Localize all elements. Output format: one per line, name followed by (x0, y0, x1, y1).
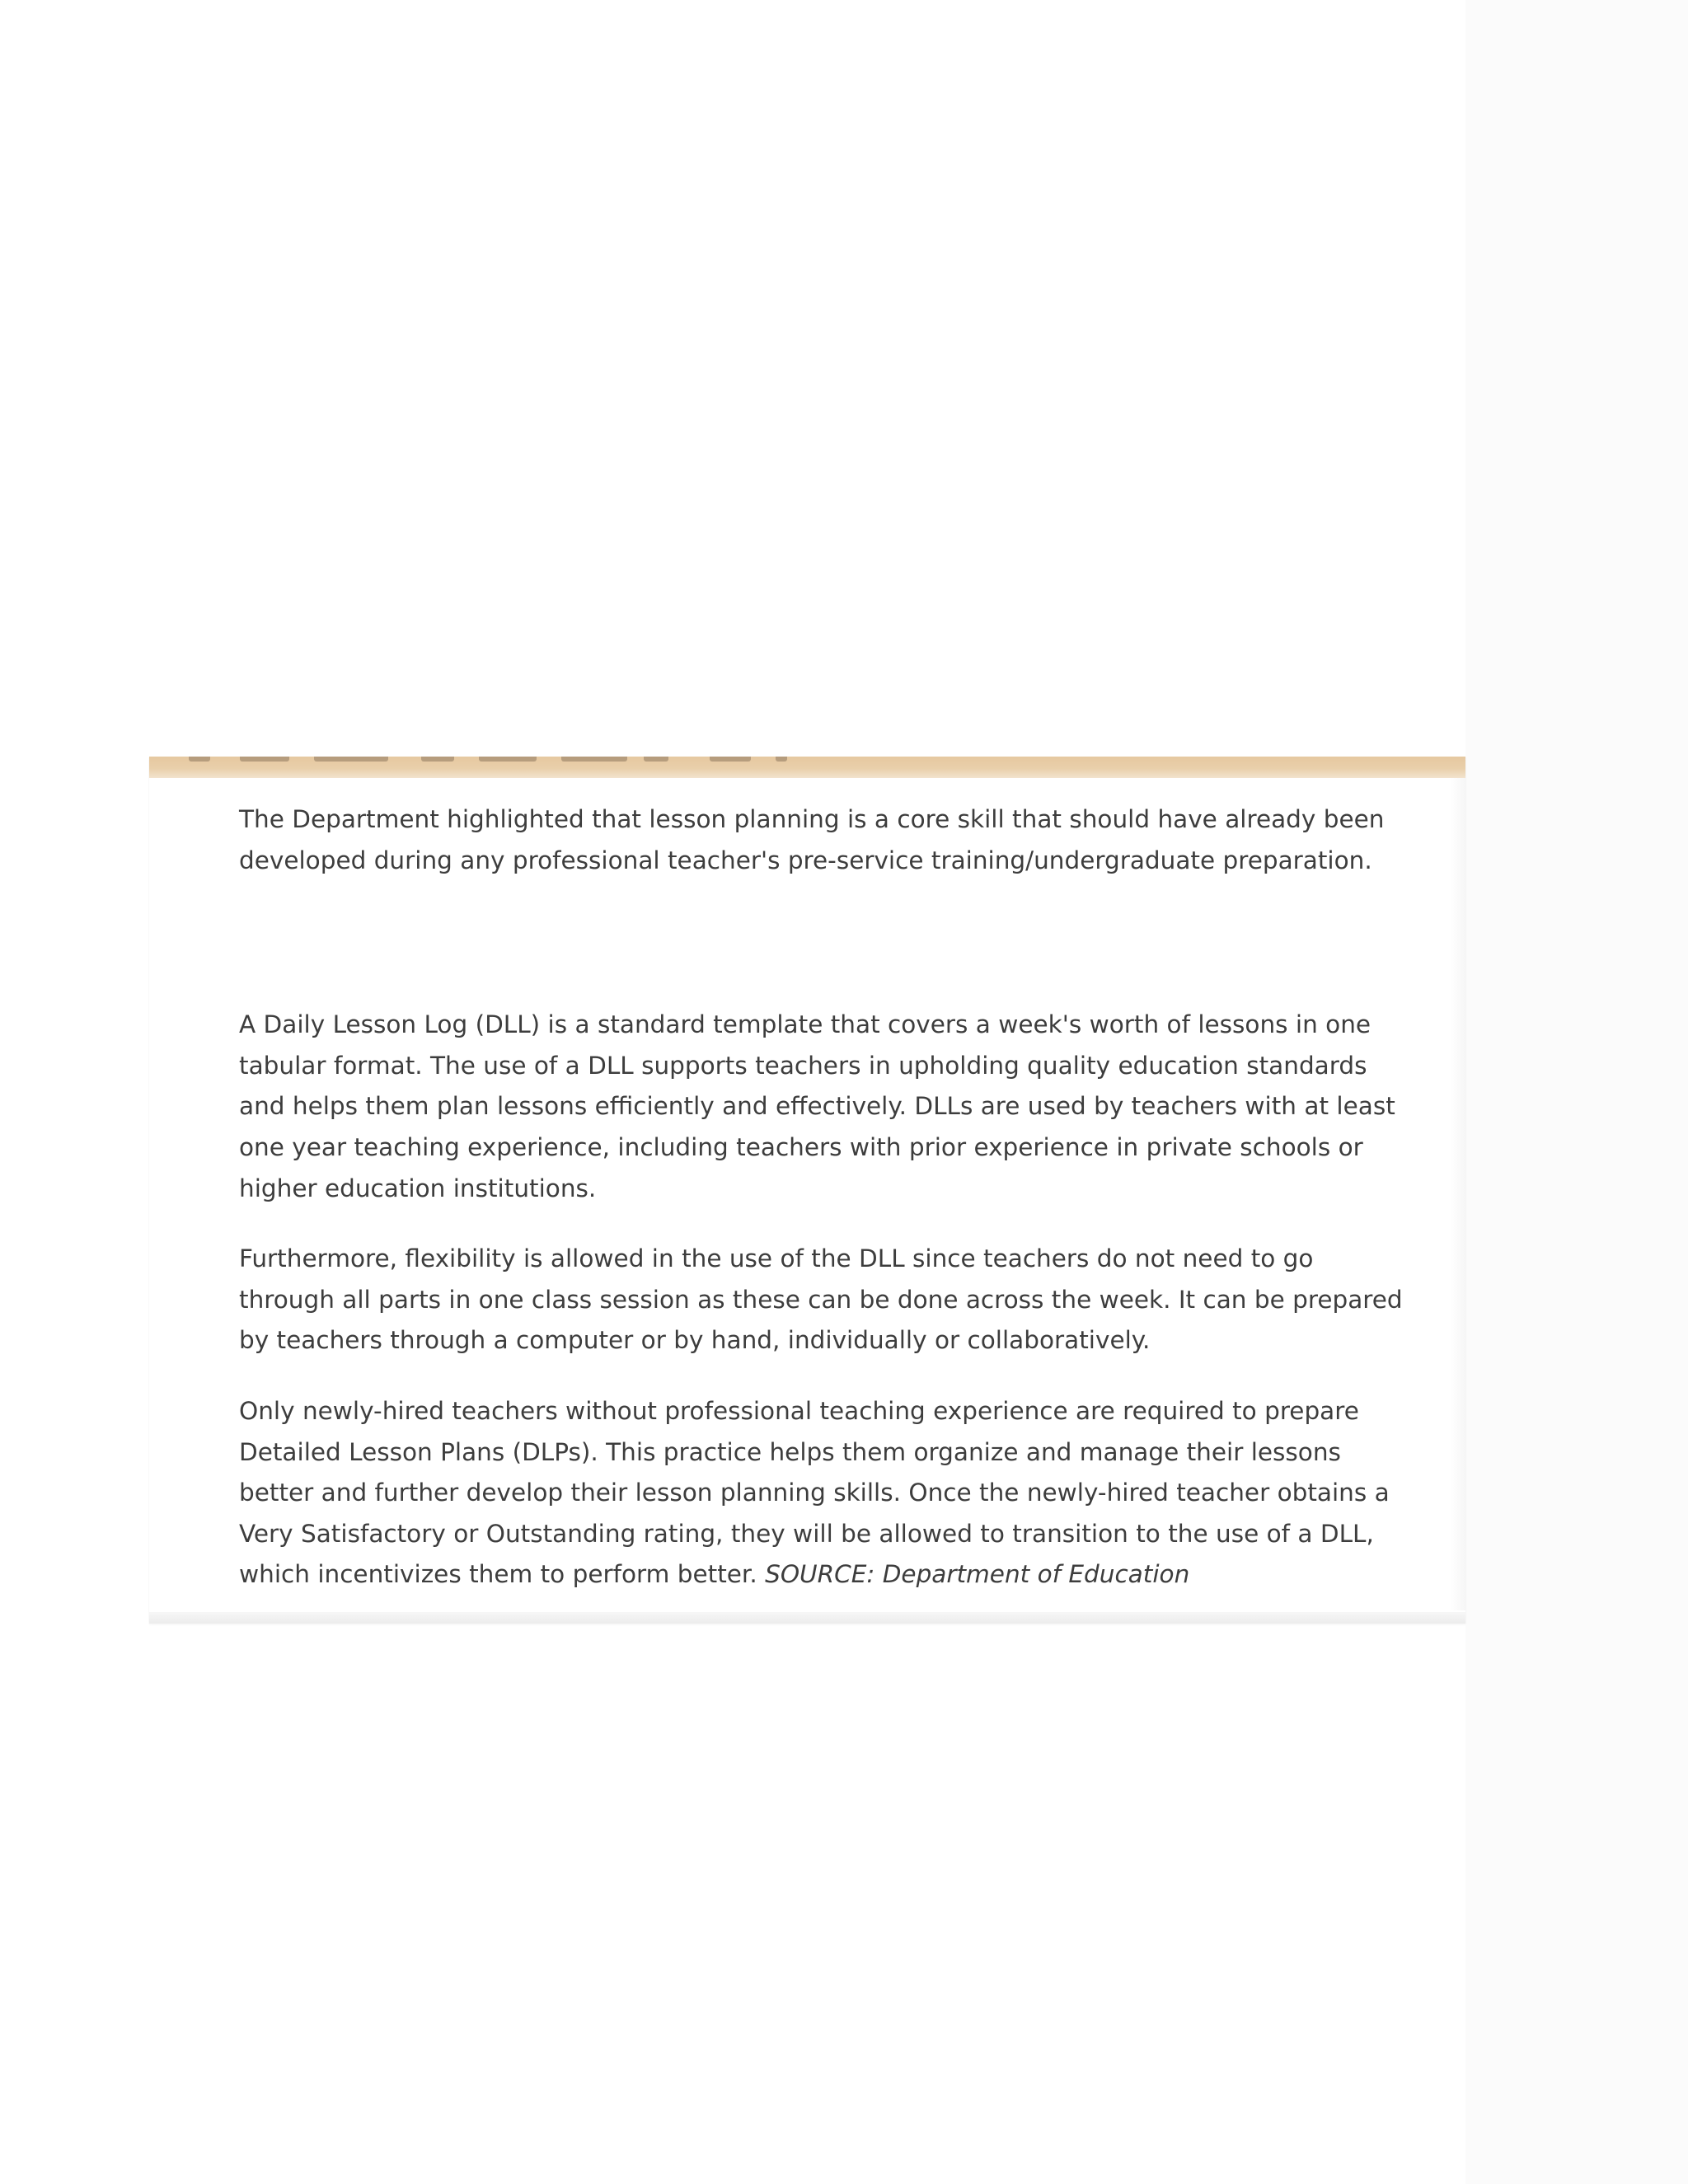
cropped-text-fragment (776, 757, 787, 762)
cropped-text-fragment (421, 757, 454, 762)
paragraph-core-skill: The Department highlighted that lesson planning is a core skill that should have already been developed during any professional teacher's pre-service training/undergraduate preparation. (239, 805, 1385, 874)
page-right-margin (1465, 0, 1688, 2184)
cropped-text-fragment (189, 757, 210, 762)
paragraph-flexibility: Furthermore, flexibility is allowed in the use of the DLL since teachers do not need to go through all parts in one class session as these can be done across the week. It can be prepared by teachers through a computer or by hand, individually or collaboratively. (239, 1244, 1403, 1355)
cropped-header-band (149, 757, 1465, 778)
paragraph-detailed-lesson-plans-text: Only newly-hired teachers without professional teaching experience are required to prepare Detailed Lesson Plans (DLPs). This practice helps them organize and manage their lessons better and further develop their lesson planning skills. Once the newly-hired teacher obtains a Very Satisfactory or Outstanding rating, they will be allowed to transition to the use of a DLL, which incentivizes them to perform better. (239, 1396, 1390, 1589)
card-bottom-border (149, 1612, 1465, 1624)
article-body (239, 799, 1409, 1596)
cropped-text-fragment (710, 757, 751, 762)
paragraph-daily-lesson-log: A Daily Lesson Log (DLL) is a standard template that covers a week's worth of lessons in one tabular format. The use of a DLL supports teachers in upholding quality education standards and helps them plan lessons efficiently and effectively. DLLs are used by teachers with at least one year teaching experience, including teachers with prior experience in private schools or higher education institutions. (239, 1010, 1395, 1202)
cropped-text-fragment (561, 757, 627, 762)
cropped-text-fragment (479, 757, 537, 762)
cropped-text-fragment (644, 757, 668, 762)
source-citation: SOURCE: Department of Education (765, 1560, 1190, 1589)
cropped-text-fragment (314, 757, 388, 762)
article-card (149, 757, 1465, 1624)
paragraph-detailed-lesson-plans (239, 1391, 1409, 1596)
card-edge-shadow (1451, 778, 1465, 1610)
cropped-text-fragment (240, 757, 289, 762)
